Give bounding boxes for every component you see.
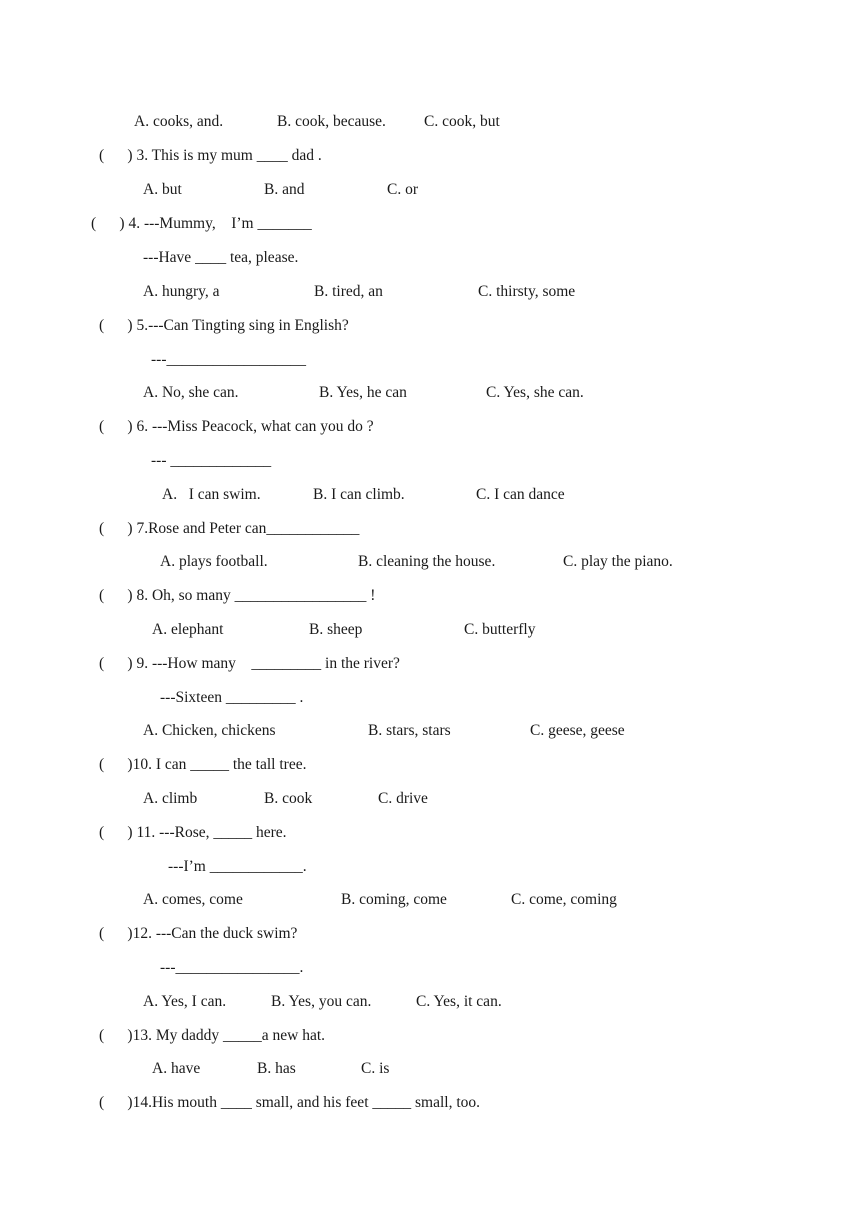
option-a-q7: A. plays football.: [160, 553, 268, 570]
option-a-q3: A. but: [143, 181, 182, 198]
option-c-q3: C. or: [387, 181, 418, 198]
option-b-q13: B. has: [257, 1060, 296, 1077]
option-a-q4: A. hungry, a: [143, 283, 220, 300]
option-b-q2: B. cook, because.: [277, 113, 386, 130]
question-11: ( ) 11. ---Rose, _____ here.: [99, 824, 287, 841]
option-b-q9: B. stars, stars: [368, 722, 451, 739]
question-10: ( )10. I can _____ the tall tree.: [99, 756, 307, 773]
question-14: ( )14.His mouth ____ small, and his feet _____ small, too.: [99, 1094, 481, 1111]
option-b-q11: B. coming, come: [341, 891, 447, 908]
option-a-q5: A. No, she can.: [143, 384, 239, 401]
option-b-q4: B. tired, an: [314, 283, 383, 300]
option-b-q7: B. cleaning the house.: [358, 553, 496, 570]
option-c-q10: C. drive: [378, 790, 428, 807]
question-6-line2: --- _____________: [151, 452, 272, 469]
option-c-q5: C. Yes, she can.: [486, 384, 584, 401]
option-a-q6: A. I can swim.: [162, 486, 261, 503]
option-a-q10: A. climb: [143, 790, 198, 807]
question-4-line2: ---Have ____ tea, please.: [143, 249, 299, 266]
option-c-q2: C. cook, but: [424, 113, 500, 130]
option-c-q11: C. come, coming: [511, 891, 617, 908]
option-c-q4: C. thirsty, some: [478, 283, 576, 300]
question-9: ( ) 9. ---How many _________ in the river?: [99, 655, 400, 672]
question-4: ( ) 4. ---Mummy, I’m _______: [91, 215, 312, 232]
question-11-line2: ---I’m ____________.: [168, 858, 307, 875]
question-7: ( ) 7.Rose and Peter can____________: [99, 520, 360, 537]
question-5: ( ) 5.---Can Tingting sing in English?: [99, 317, 349, 334]
option-b-q3: B. and: [264, 181, 305, 198]
option-c-q9: C. geese, geese: [530, 722, 625, 739]
question-9-line2: ---Sixteen _________ .: [160, 689, 304, 706]
option-c-q13: C. is: [361, 1060, 390, 1077]
option-b-q10: B. cook: [264, 790, 313, 807]
option-c-q7: C. play the piano.: [563, 553, 673, 570]
option-a-q8: A. elephant: [152, 621, 224, 638]
question-5-line2: ---__________________: [151, 351, 306, 368]
question-13: ( )13. My daddy _____a new hat.: [99, 1027, 325, 1044]
option-a-q13: A. have: [152, 1060, 201, 1077]
question-3: ( ) 3. This is my mum ____ dad .: [99, 147, 322, 164]
option-c-q12: C. Yes, it can.: [416, 993, 502, 1010]
option-a-q2: A. cooks, and.: [134, 113, 224, 130]
option-b-q8: B. sheep: [309, 621, 363, 638]
question-12-line2: ---________________.: [160, 959, 304, 976]
option-c-q6: C. I can dance: [476, 486, 565, 503]
option-b-q6: B. I can climb.: [313, 486, 405, 503]
option-b-q12: B. Yes, you can.: [271, 993, 372, 1010]
question-8: ( ) 8. Oh, so many _________________ !: [99, 587, 376, 604]
option-a-q12: A. Yes, I can.: [143, 993, 227, 1010]
question-6: ( ) 6. ---Miss Peacock, what can you do ?: [99, 418, 374, 435]
question-12: ( )12. ---Can the duck swim?: [99, 925, 298, 942]
option-a-q11: A. comes, come: [143, 891, 243, 908]
option-b-q5: B. Yes, he can: [319, 384, 407, 401]
option-a-q9: A. Chicken, chickens: [143, 722, 276, 739]
option-c-q8: C. butterfly: [464, 621, 536, 638]
